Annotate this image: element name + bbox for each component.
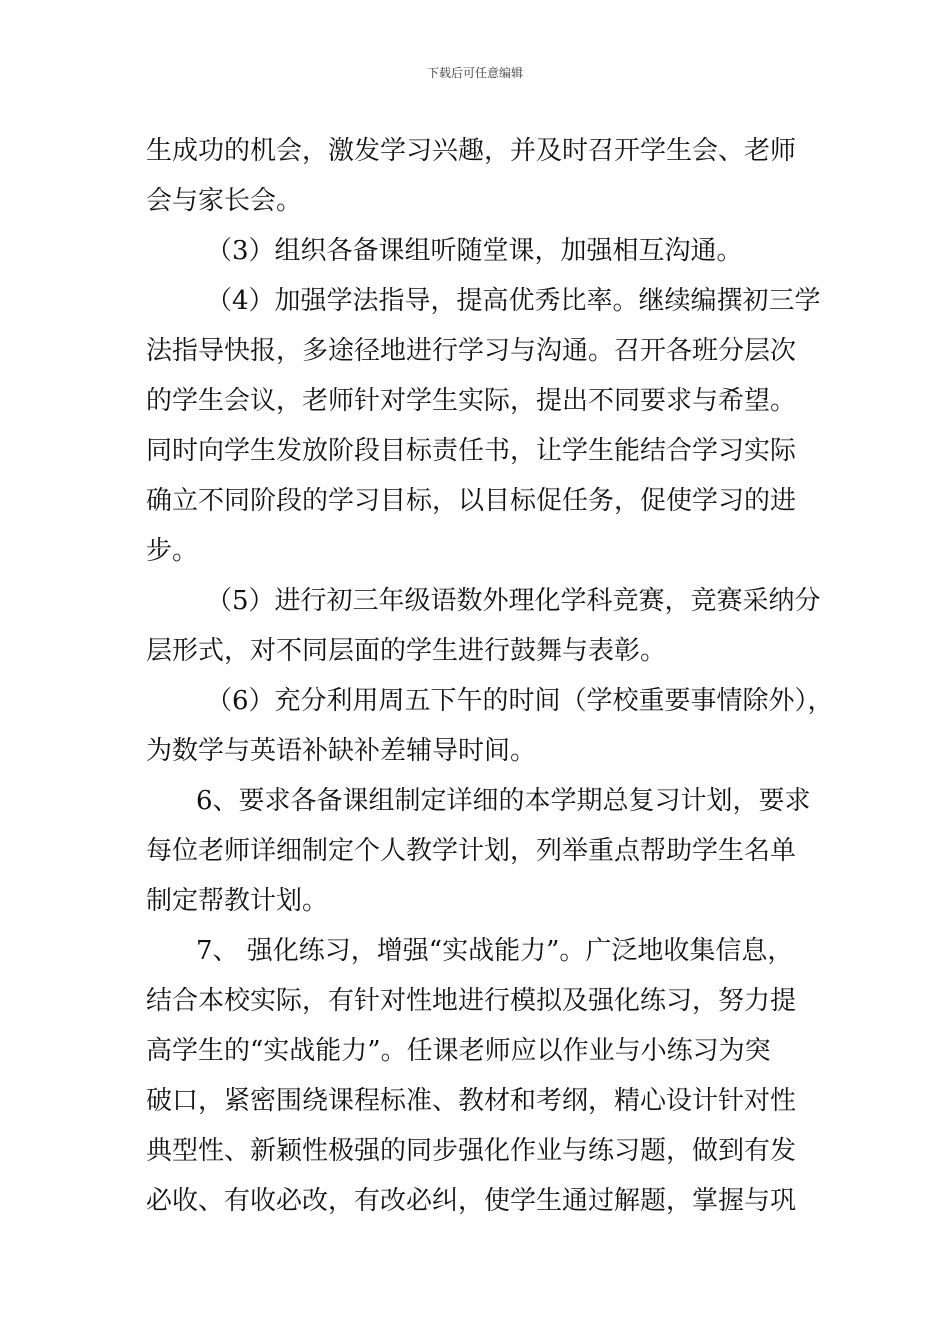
text-line: 为数学与英语补缺补差辅导时间。 — [146, 736, 537, 766]
text-line: 制定帮教计划。 — [146, 886, 329, 916]
text-line: 生成功的机会，激发学习兴趣，并及时召开学生会、老师 — [146, 136, 797, 166]
page-header: 下载后可任意编辑 — [426, 66, 523, 80]
text-line: （3）组织各备课组听随堂课，加强相互沟通。 — [206, 236, 743, 266]
text-line: 的学生会议，老师针对学生实际，提出不同要求与希望。 — [146, 386, 797, 416]
text-line: 步。 — [146, 536, 199, 566]
text-line: 破口，紧密围绕课程标准、教材和考纲，精心设计针对性 — [146, 1086, 797, 1116]
text-line: 结合本校实际，有针对性地进行模拟及强化练习，努力提 — [146, 986, 797, 1016]
text-line: （6）充分利用周五下午的时间（学校重要事情除外）， — [206, 686, 834, 716]
text-line: 每位老师详细制定个人教学计划，列举重点帮助学生名单 — [146, 836, 797, 866]
text-line: 高学生的“实战能力”。任课老师应以作业与小练习为突 — [146, 1036, 771, 1066]
text-line: 典型性、新颖性极强的同步强化作业与练习题，做到有发 — [146, 1136, 797, 1166]
text-line: 法指导快报，多途径地进行学习与沟通。召开各班分层次 — [146, 336, 797, 366]
text-line: （5）进行初三年级语数外理化学科竞赛，竞赛采纳分 — [206, 586, 821, 616]
text-line: 同时向学生发放阶段目标责任书，让学生能结合学习实际 — [146, 436, 797, 466]
text-line: 会与家长会。 — [146, 186, 303, 216]
text-line: 6、要求各备课组制定详细的本学期总复习计划，要求 — [196, 786, 811, 816]
text-line: 7、 强化练习，增强“实战能力”。广泛地收集信息， — [196, 936, 794, 966]
text-line: 确立不同阶段的学习目标，以目标促任务，促使学习的进 — [146, 486, 797, 516]
text-line: （4）加强学法指导，提高优秀比率。继续编撰初三学 — [206, 286, 821, 316]
text-line: 层形式，对不同层面的学生进行鼓舞与表彰。 — [146, 636, 667, 666]
text-line: 必收、有收必改，有改必纠，使学生通过解题，掌握与巩 — [146, 1186, 797, 1216]
document-body — [146, 126, 834, 1226]
